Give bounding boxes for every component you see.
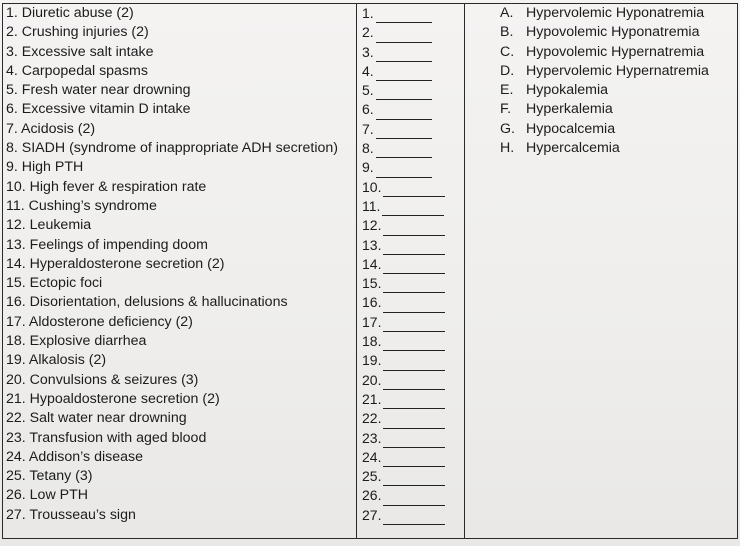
clue-item: 12. Leukemia	[6, 217, 92, 234]
answer-blank-row	[362, 120, 462, 139]
clue-item: 10. High fever & respiration rate	[6, 178, 207, 195]
blank-number: 19.	[362, 352, 382, 369]
clue-item: 26. Low PTH	[6, 487, 89, 504]
answer-text: Hyperkalemia	[526, 101, 613, 118]
answer-blank[interactable]	[383, 434, 445, 448]
clue-item: 22. Salt water near drowning	[6, 410, 187, 427]
blank-number: 12.	[362, 217, 382, 234]
answer-text: Hypovolemic Hypernatremia	[526, 43, 705, 60]
answer-text: Hypervolemic Hyponatremia	[526, 5, 705, 21]
column-divider-left	[356, 3, 357, 539]
answer-blank[interactable]	[383, 492, 445, 506]
clue-item: 24. Addison’s disease	[6, 448, 143, 465]
answer-blank-row	[362, 486, 462, 505]
clue-item: 6. Excessive vitamin D intake	[6, 101, 191, 118]
answer-letter: C.	[500, 43, 515, 60]
answer-blank-row	[362, 81, 462, 100]
clue-item: 2. Crushing injuries (2)	[6, 24, 149, 41]
answer-blank-row	[362, 332, 462, 351]
answer-blank[interactable]	[376, 86, 432, 100]
clue-item: 8. SIADH (syndrome of inappropriate ADH secretion)	[6, 140, 338, 157]
blank-number: 27.	[362, 506, 382, 523]
answer-blank-row	[362, 429, 462, 448]
answer-blank-row	[362, 274, 462, 293]
blank-number: 15.	[362, 275, 382, 292]
blank-number: 10.	[362, 178, 382, 195]
blank-number: 3.	[362, 43, 374, 60]
answer-blank-row	[362, 409, 462, 428]
answer-choice	[500, 62, 736, 81]
clue-list	[6, 4, 354, 525]
blank-number: 14.	[362, 255, 382, 272]
answer-choice	[500, 120, 736, 139]
answer-letter: G.	[500, 120, 515, 137]
answer-blank[interactable]	[383, 241, 445, 255]
answer-blank-row	[362, 139, 462, 158]
blank-number: 16.	[362, 294, 382, 311]
answer-blank[interactable]	[376, 106, 432, 120]
answer-blank-row	[362, 4, 462, 23]
answer-letter: E.	[500, 82, 514, 99]
answer-blank[interactable]	[383, 183, 445, 197]
answer-blank[interactable]	[376, 48, 432, 62]
answer-choice	[500, 4, 736, 23]
clue-item: 17. Aldosterone deficiency (2)	[6, 313, 193, 330]
answer-blank[interactable]	[383, 318, 445, 332]
answer-blank[interactable]	[383, 260, 445, 274]
answer-text: Hypervolemic Hypernatremia	[526, 62, 709, 79]
answer-blank-row	[362, 100, 462, 119]
answer-blank-row	[362, 313, 462, 332]
blank-number: 11.	[362, 197, 381, 214]
blank-number: 6.	[362, 101, 374, 118]
answer-blank-row	[362, 255, 462, 274]
answer-blank-row	[362, 390, 462, 409]
blank-number: 20.	[362, 371, 382, 388]
answer-text: Hypocalcemia	[526, 120, 616, 137]
clue-item: 25. Tetany (3)	[6, 468, 93, 485]
answer-blank[interactable]	[383, 415, 445, 429]
clue-item: 23. Transfusion with aged blood	[6, 429, 207, 446]
blank-number: 2.	[362, 24, 374, 41]
clue-item: 13. Feelings of impending doom	[6, 236, 208, 253]
answer-blank-row	[362, 43, 462, 62]
blank-number: 5.	[362, 82, 374, 99]
blank-number: 18.	[362, 333, 382, 350]
answer-choice	[500, 81, 736, 100]
answer-blank[interactable]	[383, 299, 445, 313]
clue-item: 16. Disorientation, delusions & hallucinations	[6, 294, 288, 311]
answer-blank[interactable]	[383, 357, 445, 371]
answer-blank-row	[362, 506, 462, 525]
answer-blank[interactable]	[383, 279, 445, 293]
answer-text: Hypercalcemia	[526, 140, 620, 157]
answer-blank[interactable]	[383, 376, 445, 390]
blank-number: 17.	[362, 313, 382, 330]
answer-blank[interactable]	[383, 472, 445, 486]
answer-choice	[500, 43, 736, 62]
answer-blank-row	[362, 371, 462, 390]
answer-blank-list	[362, 4, 462, 525]
answer-letter: H.	[500, 140, 515, 157]
answer-text: Hypokalemia	[526, 82, 609, 99]
answer-letter: B.	[500, 24, 514, 41]
answer-letter: A.	[500, 5, 514, 21]
answer-blank-row	[362, 236, 462, 255]
answer-blank-row	[362, 23, 462, 42]
blank-number: 26.	[362, 487, 382, 504]
answer-blank-row	[362, 448, 462, 467]
answer-blank-row	[362, 351, 462, 370]
blank-number: 24.	[362, 448, 382, 465]
answer-choice	[500, 100, 736, 119]
blank-number: 1.	[362, 5, 374, 21]
answer-blank[interactable]	[376, 144, 432, 158]
answer-blank[interactable]	[376, 125, 432, 139]
answer-blank[interactable]	[376, 9, 432, 23]
clue-item: 5. Fresh water near drowning	[6, 82, 191, 99]
answer-text: Hypovolemic Hyponatremia	[526, 24, 700, 41]
blank-number: 8.	[362, 140, 374, 157]
answer-blank[interactable]	[382, 202, 444, 216]
blank-number: 22.	[362, 410, 382, 427]
clue-item: 3. Excessive salt intake	[6, 43, 154, 60]
answer-blank[interactable]	[383, 222, 445, 236]
blank-number: 7.	[362, 120, 374, 137]
column-divider-right	[464, 3, 465, 539]
answer-letter: D.	[500, 62, 515, 79]
answer-blank[interactable]	[383, 453, 445, 467]
answer-blank[interactable]	[383, 395, 445, 409]
blank-number: 25.	[362, 468, 382, 485]
clue-item: 7. Acidosis (2)	[6, 120, 96, 137]
blank-number: 4.	[362, 62, 374, 79]
clue-item: 27. Trousseau’s sign	[6, 506, 136, 523]
answer-blank[interactable]	[376, 67, 432, 81]
answer-blank-row	[362, 158, 462, 177]
clue-item: 1. Diuretic abuse (2)	[6, 5, 134, 21]
clue-item: 11. Cushing’s syndrome	[6, 197, 157, 214]
clue-item: 20. Convulsions & seizures (3)	[6, 371, 199, 388]
blank-number: 23.	[362, 429, 382, 446]
answer-blank-row	[362, 216, 462, 235]
blank-number: 13.	[362, 236, 382, 253]
answer-choice-list	[500, 4, 736, 158]
answer-choice	[500, 139, 736, 158]
clue-item: 9. High PTH	[6, 159, 84, 176]
answer-blank-row	[362, 178, 462, 197]
clue-item: 15. Ectopic foci	[6, 275, 103, 292]
blank-number: 21.	[362, 390, 382, 407]
clue-item: 18. Explosive diarrhea	[6, 333, 147, 350]
answer-choice	[500, 23, 736, 42]
answer-blank[interactable]	[376, 29, 432, 43]
clue-item: 19. Alkalosis (2)	[6, 352, 107, 369]
answer-blank[interactable]	[383, 337, 445, 351]
answer-letter: F.	[500, 101, 512, 118]
answer-blank-row	[362, 197, 462, 216]
clue-item: 4. Carpopedal spasms	[6, 62, 148, 79]
answer-blank-row	[362, 467, 462, 486]
answer-blank-row	[362, 293, 462, 312]
clue-item: 21. Hypoaldosterone secretion (2)	[6, 390, 220, 407]
answer-blank[interactable]	[383, 511, 445, 525]
blank-number: 9.	[362, 159, 374, 176]
answer-blank-row	[362, 62, 462, 81]
answer-blank[interactable]	[376, 164, 432, 178]
clue-item: 14. Hyperaldosterone secretion (2)	[6, 255, 225, 272]
